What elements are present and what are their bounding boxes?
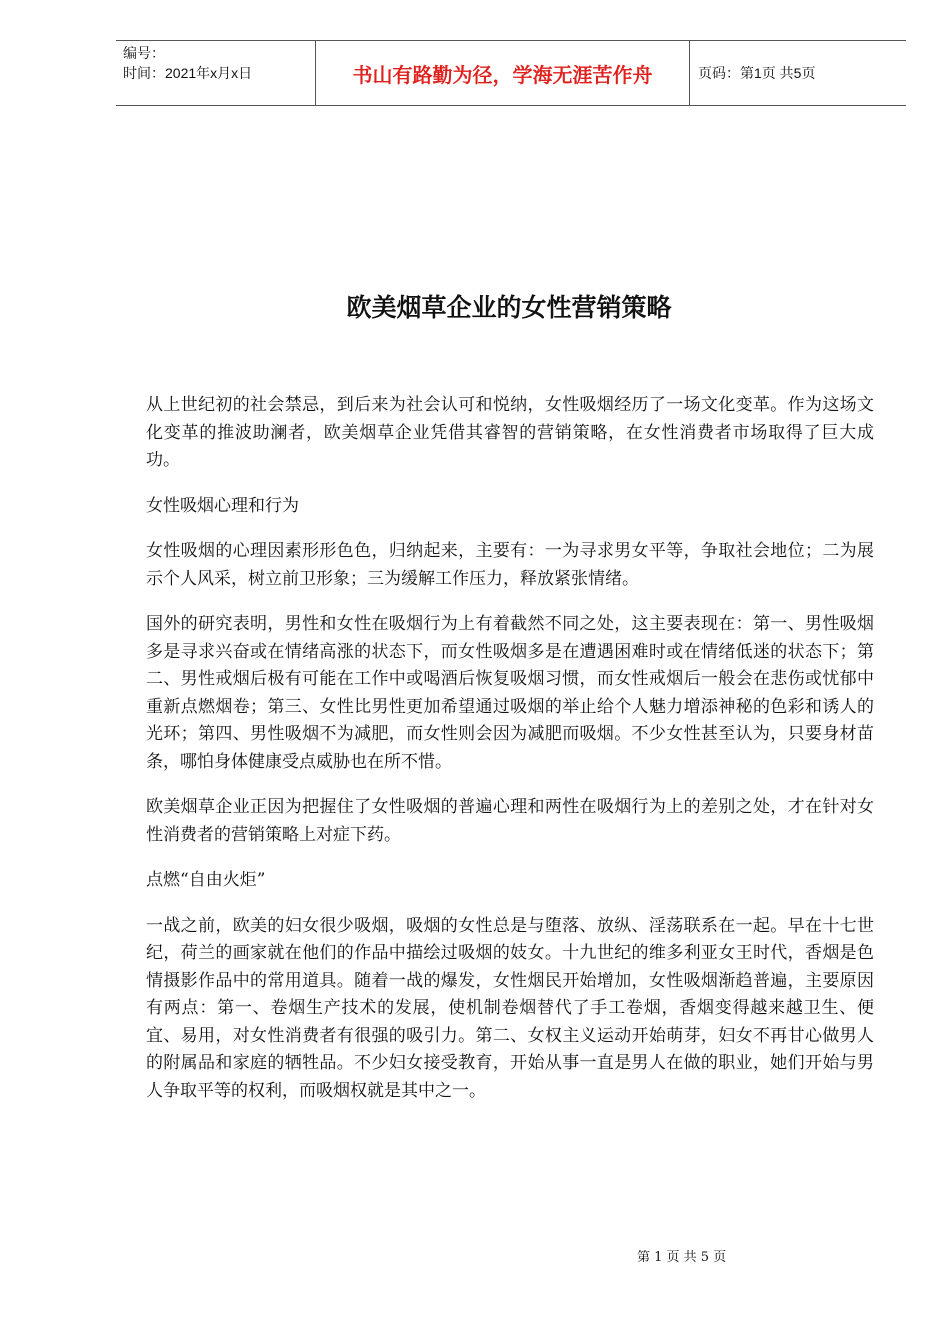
footer-page-number: 第 1 页 共 5 页 — [637, 1250, 727, 1265]
document-title: 欧美烟草企业的女性营销策略 — [346, 293, 672, 322]
header-page-info: 页码：第1页 共5页 — [698, 65, 816, 81]
paragraph: 国外的研究表明，男性和女性在吸烟行为上有着截然不同之处，这主要表现在：第一、男性吸烟多是寻求兴奋或在情绪高涨的状态下，而女性吸烟多是在遭遇困难时或在情绪低迷的状态下；第二、男性戒烟后极有可能在工作中或喝酒后恢复吸烟习惯，而女性戒烟后一般会在悲伤或忧郁中重新点燃烟卷；第三、女性比男性更加希望通过吸烟的举止给个人魅力增添神秘的色彩和诱人的光环；第四、男性吸烟不为减肥，而女性则会因为减肥而吸烟。不少女性甚至认为，只要身材苗条，哪怕身体健康受点威胁也在所不惜。 — [146, 614, 874, 772]
paragraph: 欧美烟草企业正因为把握住了女性吸烟的普遍心理和两性在吸烟行为上的差别之处，才在针对女性消费者的营销策略上对症下药。 — [146, 797, 874, 845]
section-heading: 女性吸烟心理和行为 — [146, 495, 299, 516]
page-header — [116, 40, 906, 106]
time-label: 时间：2021年x月x日 — [123, 65, 253, 81]
section-heading: 点燃“自由火炬” — [146, 870, 266, 890]
number-label: 编号： — [123, 45, 165, 61]
header-motto: 书山有路勤为径，学海无涯苦作舟 — [316, 41, 690, 105]
paragraph: 从上世纪初的社会禁忌，到后来为社会认可和悦纳，女性吸烟经历了一场文化变革。作为这场文化变革的推波助澜者，欧美烟草企业凭借其睿智的营销策略，在女性消费者市场取得了巨大成功。 — [146, 395, 874, 470]
paragraph: 一战之前，欧美的妇女很少吸烟，吸烟的女性总是与堕落、放纵、淫荡联系在一起。早在十七世纪，荷兰的画家就在他们的作品中描绘过吸烟的妓女。十九世纪的维多利亚女王时代，香烟是色情摄影作品中的常用道具。随着一战的爆发，女性烟民开始增加，女性吸烟渐趋普遍，主要原因有两点：第一、卷烟生产技术的发展，使机制卷烟替代了手工卷烟，香烟变得越来越卫生、便宜、易用，对女性消费者有很强的吸引力。第二、女权主义运动开始萌芽，妇女不再甘心做男人的附属品和家庭的牺牲品。不少妇女接受教育，开始从事一直是男人在做的职业，她们开始与男人争取平等的权利，而吸烟权就是其中之一。 — [146, 915, 874, 1101]
paragraph: 女性吸烟的心理因素形形色色，归纳起来，主要有：一为寻求男女平等，争取社会地位；二为展示个人风采，树立前卫形象；三为缓解工作压力，释放紧张情绪。 — [146, 541, 874, 589]
document-body — [146, 392, 874, 1123]
header-meta — [116, 41, 316, 105]
